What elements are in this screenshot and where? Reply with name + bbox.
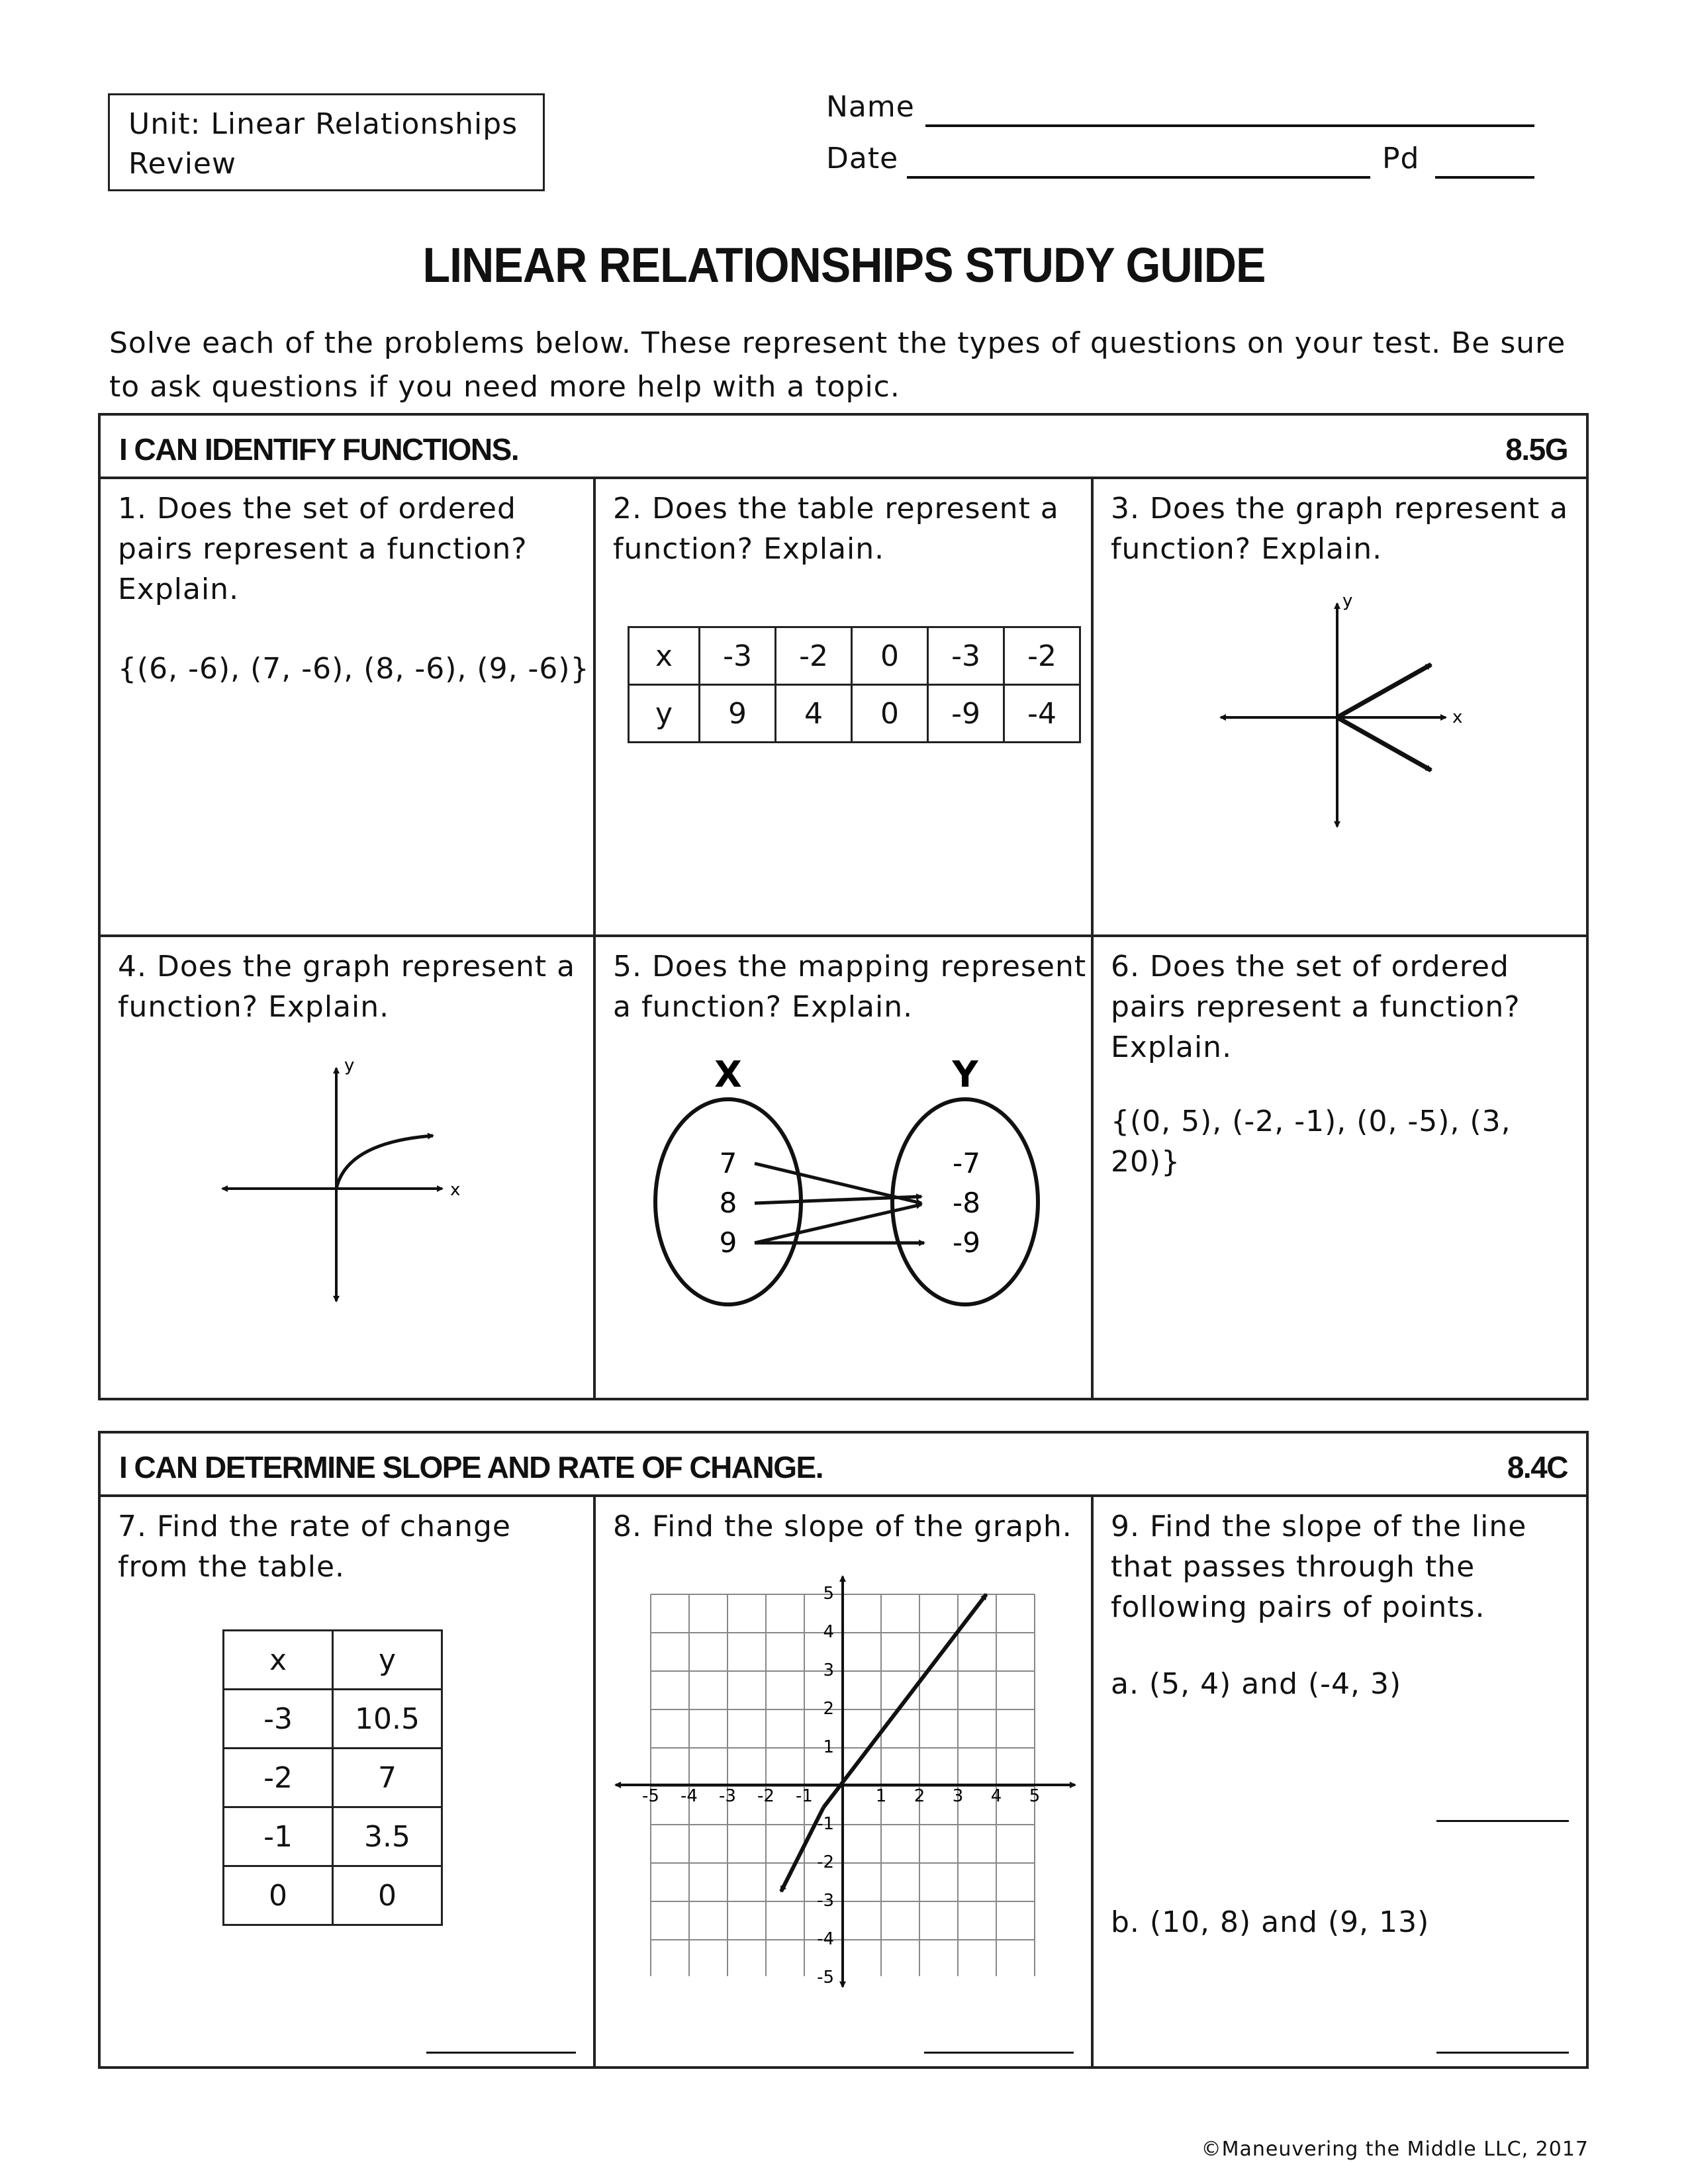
question-7-table bbox=[222, 1629, 443, 1926]
y-tick-label: 1 bbox=[823, 1737, 834, 1757]
table-cell: -2 bbox=[224, 1749, 333, 1807]
name-field[interactable] bbox=[925, 124, 1534, 127]
domain-value: 8 bbox=[719, 1187, 737, 1219]
y-tick-label: 4 bbox=[823, 1622, 834, 1642]
table-cell: -2 bbox=[1004, 627, 1080, 685]
question-2-text: 2. Does the table represent a function? Explain. bbox=[613, 492, 1059, 566]
table-cell: -3 bbox=[700, 627, 776, 685]
range-value: -8 bbox=[953, 1187, 980, 1219]
table-cell: 0 bbox=[852, 627, 928, 685]
answer-line-7[interactable] bbox=[426, 2052, 576, 2054]
section-2-heading bbox=[98, 1431, 1589, 1497]
table-cell: 4 bbox=[776, 685, 852, 743]
curve bbox=[336, 1136, 433, 1189]
x-tick-label: 3 bbox=[952, 1786, 964, 1806]
table-cell: 0 bbox=[333, 1866, 442, 1925]
table-cell: 3.5 bbox=[333, 1807, 442, 1866]
date-field[interactable] bbox=[907, 176, 1370, 179]
name-label: Name bbox=[826, 90, 915, 124]
question-9-text: 9. Find the slope of the line that passes through the following pairs of points. bbox=[1111, 1510, 1527, 1624]
line-arrow-up bbox=[823, 1594, 986, 1807]
copyright: ©Maneuvering the Middle LLC, 2017 bbox=[1201, 2138, 1589, 2161]
y-tick-label: 2 bbox=[823, 1699, 834, 1719]
ray-up bbox=[1337, 664, 1431, 717]
table-cell: -9 bbox=[928, 685, 1004, 743]
question-5-cell bbox=[593, 934, 1094, 1400]
y-tick-label: 5 bbox=[823, 1584, 834, 1604]
table-cell: 7 bbox=[333, 1749, 442, 1807]
table-row-y bbox=[629, 685, 1080, 743]
date-label: Date bbox=[826, 142, 899, 175]
table-header-row bbox=[224, 1631, 442, 1690]
x-tick-label: -2 bbox=[757, 1786, 774, 1806]
question-3-text: 3. Does the graph represent a function? Explain. bbox=[1111, 492, 1569, 566]
question-7-text: 7. Find the rate of change from the table. bbox=[118, 1510, 511, 1584]
question-9-cell bbox=[1091, 1494, 1589, 2069]
question-3-cell bbox=[1091, 477, 1589, 937]
pd-label: Pd bbox=[1382, 142, 1420, 175]
x-tick-label: 4 bbox=[990, 1786, 1002, 1806]
table-row bbox=[224, 1807, 442, 1866]
x-tick-label: -1 bbox=[796, 1786, 813, 1806]
y-tick-label: 3 bbox=[823, 1661, 834, 1680]
domain-value: 9 bbox=[719, 1226, 737, 1259]
section-1-code: 8.5G bbox=[1505, 432, 1568, 467]
table-row bbox=[224, 1866, 442, 1925]
question-9a: a. (5, 4) and (-4, 3) bbox=[1111, 1667, 1402, 1701]
unit-box bbox=[108, 93, 545, 191]
section-2-code: 8.4C bbox=[1507, 1450, 1568, 1484]
question-2-cell bbox=[593, 477, 1094, 937]
question-6-cell bbox=[1091, 934, 1589, 1400]
table-cell: -1 bbox=[224, 1807, 333, 1866]
line-arrow-down bbox=[781, 1807, 823, 1891]
question-1-cell bbox=[98, 477, 596, 937]
y-axis-label: y bbox=[1342, 592, 1353, 611]
instructions: Solve each of the problems below. These represent the types of questions on your test. Be sure to ask questions if you need more help with a topic. bbox=[109, 326, 1566, 404]
table-cell: -3 bbox=[224, 1690, 333, 1749]
x-axis-label: x bbox=[450, 1180, 461, 1200]
unit-line-1: Unit: Linear Relationships bbox=[128, 107, 518, 141]
table-cell: 10.5 bbox=[333, 1690, 442, 1749]
table-cell: 0 bbox=[852, 685, 928, 743]
question-6-text: 6. Does the set of ordered pairs represent a function? Explain. bbox=[1111, 950, 1521, 1064]
x-tick-label: 5 bbox=[1029, 1786, 1041, 1806]
y-tick-label: -4 bbox=[817, 1929, 834, 1949]
x-tick-label: -5 bbox=[642, 1786, 659, 1806]
x-tick-label: -3 bbox=[719, 1786, 736, 1806]
question-1-pairs: {(6, -6), (7, -6), (8, -6), (9, -6)} bbox=[118, 652, 590, 686]
table-cell: -2 bbox=[776, 627, 852, 685]
question-8-cell bbox=[593, 1494, 1094, 2069]
table-header-x: x bbox=[629, 627, 700, 685]
y-tick-label: -1 bbox=[817, 1814, 834, 1834]
table-header-y: y bbox=[629, 685, 700, 743]
section-1-heading bbox=[98, 413, 1589, 479]
table-cell: 9 bbox=[700, 685, 776, 743]
question-5-mapping bbox=[622, 1056, 1072, 1321]
table-row bbox=[224, 1690, 442, 1749]
x-axis-label: x bbox=[1452, 707, 1463, 727]
y-tick-label: -3 bbox=[817, 1891, 834, 1911]
answer-line-9a[interactable] bbox=[1436, 1820, 1569, 1822]
answer-line-8[interactable] bbox=[924, 2052, 1074, 2054]
table-header-y: y bbox=[333, 1631, 442, 1690]
range-label: Y bbox=[952, 1056, 978, 1095]
y-tick-label: -2 bbox=[817, 1852, 834, 1872]
ray-down bbox=[1337, 717, 1431, 770]
pd-field[interactable] bbox=[1435, 176, 1534, 179]
x-tick-label: 1 bbox=[875, 1786, 887, 1806]
range-value: -9 bbox=[953, 1226, 980, 1259]
domain-value: 7 bbox=[719, 1147, 737, 1179]
table-cell: 0 bbox=[224, 1866, 333, 1925]
table-row bbox=[224, 1749, 442, 1807]
question-8-text: 8. Find the slope of the graph. bbox=[613, 1510, 1072, 1543]
question-7-cell bbox=[98, 1494, 596, 2069]
question-5-text: 5. Does the mapping represent a function? Explain. bbox=[613, 950, 1087, 1024]
range-value: -7 bbox=[953, 1147, 980, 1179]
section-2-title: I CAN DETERMINE SLOPE AND RATE OF CHANGE. bbox=[119, 1450, 823, 1484]
table-header-x: x bbox=[224, 1631, 333, 1690]
x-tick-label: -4 bbox=[680, 1786, 698, 1806]
table-row-x bbox=[629, 627, 1080, 685]
section-1-title: I CAN IDENTIFY FUNCTIONS. bbox=[119, 432, 519, 467]
question-9b: b. (10, 8) and (9, 13) bbox=[1111, 1905, 1430, 1939]
y-tick-label: -5 bbox=[817, 1968, 834, 1987]
table-cell: -4 bbox=[1004, 685, 1080, 743]
question-4-cell bbox=[98, 934, 596, 1400]
question-2-table bbox=[628, 626, 1081, 743]
x-tick-label: 2 bbox=[914, 1786, 925, 1806]
question-1-text: 1. Does the set of ordered pairs represent a function? Explain. bbox=[118, 492, 528, 606]
page-title: LINEAR RELATIONSHIPS STUDY GUIDE bbox=[422, 238, 1266, 293]
unit-line-2: Review bbox=[128, 147, 236, 181]
question-4-graph bbox=[200, 1056, 478, 1321]
answer-line-9b[interactable] bbox=[1436, 2052, 1569, 2054]
question-8-graph bbox=[612, 1570, 1082, 2033]
y-axis-label: y bbox=[344, 1056, 355, 1075]
domain-label: X bbox=[714, 1056, 742, 1095]
table-cell: -3 bbox=[928, 627, 1004, 685]
question-4-text: 4. Does the graph represent a function? Explain. bbox=[118, 950, 576, 1024]
map-arrow bbox=[755, 1197, 921, 1203]
question-6-pairs: {(0, 5), (-2, -1), (0, -5), (3, 20)} bbox=[1111, 1105, 1511, 1179]
question-3-graph bbox=[1206, 592, 1484, 856]
